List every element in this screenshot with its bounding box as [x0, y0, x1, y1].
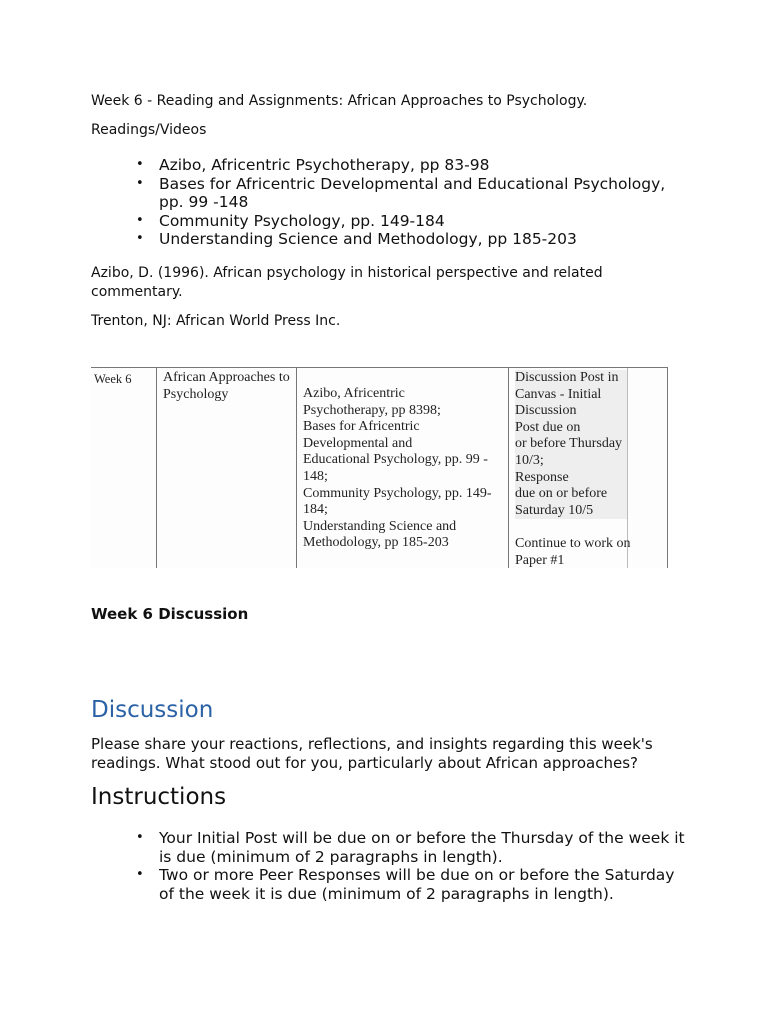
reading-line: Methodology, pp 185-203 — [303, 535, 449, 551]
list-item: • Bases for Africentric Developmental and Educational Psychology, pp. 99 -148 — [159, 175, 691, 212]
reading-line: Developmental and — [303, 435, 413, 451]
assignment-line: Post due on — [515, 420, 627, 437]
reading-line: Azibo, Africentric — [303, 386, 405, 401]
instructions-list — [91, 829, 689, 903]
week-title: Week 6 - Reading and Assignments: African Approaches to Psychology. — [91, 93, 588, 109]
list-item: • Your Initial Post will be due on or before the Thursday of the week it is due (minimum of 2 paragraphs in length). — [159, 829, 689, 866]
reading-line: 184; — [303, 502, 328, 518]
assignment-line: Canvas - Initial — [515, 387, 627, 404]
reading-line: Educational Psychology, pp. 99 - — [303, 452, 488, 468]
list-item: • Community Psychology, pp. 149-184 — [159, 212, 691, 231]
publisher: Trenton, NJ: African World Press Inc. — [91, 313, 341, 329]
topic-cell — [157, 368, 297, 568]
list-item: • Azibo, Africentric Psychotherapy, pp 83-98 — [159, 156, 691, 175]
scanned-schedule-table — [91, 367, 668, 568]
assignment-line: or before Thursday — [515, 436, 627, 453]
reading-line: Community Psychology, pp. 149- — [303, 485, 492, 501]
week-label: Week 6 — [94, 372, 132, 386]
readings-list — [91, 156, 691, 249]
list-item: • Two or more Peer Responses will be due on or before the Saturday of the week it is due (minimum of 2 paragraphs in length). — [159, 866, 689, 903]
readings-cell — [297, 368, 509, 568]
assignment-line: Paper #1 — [515, 552, 565, 568]
week-cell — [91, 368, 157, 568]
assignment-line: due on or before — [515, 486, 627, 503]
citation: Azibo, D. (1996). African psychology in historical perspective and related commentary. — [91, 265, 603, 300]
assignment-line: 10/3; — [515, 453, 627, 470]
assignment-line: Continue to work on — [515, 535, 631, 551]
assignment-line: Discussion Post in — [515, 370, 627, 387]
reading-line: Bases for Africentric — [303, 419, 420, 435]
assignment-cell — [509, 368, 668, 568]
assignment-line — [515, 519, 627, 536]
readings-heading: Readings/Videos — [91, 122, 207, 138]
topic-line: Psychology — [163, 386, 229, 402]
discussion-heading: Discussion — [91, 697, 214, 723]
instructions-heading: Instructions — [91, 784, 227, 810]
discussion-prompt: Please share your reactions, reflections, and insights regarding this week's readings. What stood out for you, particularly about African approaches? — [91, 735, 653, 772]
reading-line: Psychotherapy, pp 8398; — [303, 402, 441, 418]
reading-line: 148; — [303, 468, 328, 484]
topic-line: African Approaches to — [163, 370, 290, 385]
assignment-line: Response — [515, 470, 627, 487]
assignment-line: Discussion — [515, 403, 627, 420]
discussion-title: Week 6 Discussion — [91, 605, 249, 623]
assignment-line: Saturday 10/5 — [515, 503, 627, 520]
list-item: • Understanding Science and Methodology, pp 185-203 — [159, 230, 691, 249]
reading-line: Understanding Science and — [303, 518, 457, 534]
